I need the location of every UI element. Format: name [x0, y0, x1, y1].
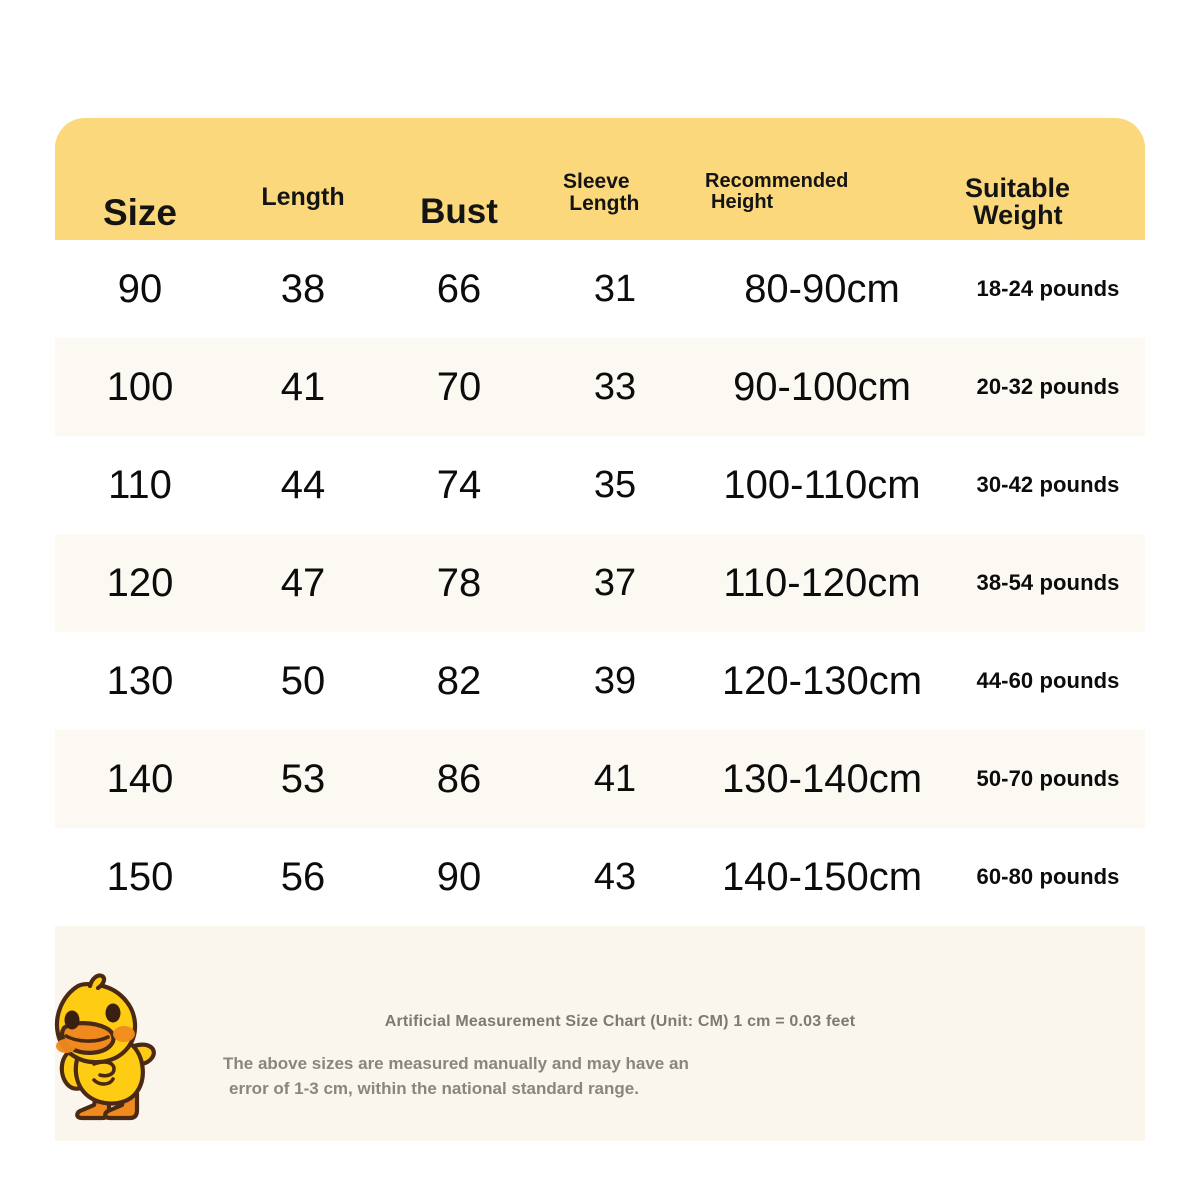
- cell-weight: 60-80 pounds: [976, 864, 1120, 889]
- column-header-sleeve-length-line1: Sleeve: [563, 170, 630, 194]
- column-header-sleeve-length-line2: Length: [569, 191, 640, 215]
- cell-height: 110-120cm: [723, 560, 921, 605]
- column-header-sleeve-length: [537, 171, 693, 234]
- footer-note: [223, 1052, 689, 1101]
- cell-sleeve: 35: [593, 463, 637, 506]
- column-header-length: [225, 182, 381, 235]
- cell-sleeve: 37: [593, 561, 637, 604]
- cell-sleeve: 31: [593, 267, 637, 310]
- table-row: [55, 730, 1145, 828]
- cell-size: 100: [106, 364, 174, 409]
- table-header-row: [55, 118, 1145, 240]
- cell-weight: 38-54 pounds: [976, 570, 1120, 595]
- cell-size: 140: [106, 756, 174, 801]
- column-header-length-label: Length: [261, 182, 345, 211]
- chart-footer: [55, 926, 1145, 1141]
- cell-sleeve: 33: [593, 365, 637, 408]
- column-header-bust-label: Bust: [420, 192, 498, 232]
- cell-length: 50: [280, 658, 326, 703]
- cell-weight: 44-60 pounds: [976, 668, 1120, 693]
- cell-length: 44: [280, 462, 326, 507]
- table-row: [55, 534, 1145, 632]
- size-chart-card: [55, 118, 1145, 1141]
- duck-cheek-left: [56, 1039, 76, 1053]
- cell-height: 140-150cm: [721, 854, 923, 899]
- column-header-suitable-weight-line2: Weight: [973, 200, 1063, 231]
- cell-bust: 70: [436, 364, 482, 409]
- cell-size: 110: [108, 462, 172, 507]
- table-body: [55, 240, 1145, 926]
- cell-sleeve: 43: [593, 855, 637, 898]
- cell-bust: 74: [436, 462, 482, 507]
- duck-eye-right: [106, 1004, 121, 1023]
- footer-note-line1: The above sizes are measured manually and may have an: [223, 1054, 689, 1073]
- footer-title: Artificial Measurement Size Chart (Unit: CM) 1 cm = 0.03 feet: [384, 1013, 856, 1030]
- column-header-bust: [381, 194, 537, 234]
- cell-sleeve: 41: [593, 757, 637, 800]
- cell-height: 120-130cm: [721, 658, 923, 703]
- cell-weight: 50-70 pounds: [976, 766, 1120, 791]
- table-row: [55, 436, 1145, 534]
- cell-size: 90: [117, 266, 163, 311]
- duck-eye-left: [65, 1011, 80, 1030]
- cell-height: 90-100cm: [733, 364, 911, 409]
- column-header-suitable-weight: [951, 172, 1145, 234]
- cell-height: 80-90cm: [744, 266, 900, 311]
- cell-length: 41: [280, 364, 326, 409]
- column-header-recommended-height: [693, 171, 951, 234]
- column-header-size: [55, 194, 225, 234]
- cell-weight: 18-24 pounds: [976, 276, 1120, 301]
- cell-size: 150: [106, 854, 174, 899]
- cell-length: 38: [280, 266, 326, 311]
- column-header-size-label: Size: [102, 192, 178, 234]
- cell-bust: 86: [436, 756, 482, 801]
- cell-sleeve: 39: [593, 659, 637, 702]
- cell-size: 130: [106, 658, 174, 703]
- column-header-recommended-height-line2: Height: [711, 190, 774, 213]
- cell-bust: 66: [436, 266, 482, 311]
- cell-bust: 78: [436, 560, 482, 605]
- duck-cheek-right: [113, 1026, 135, 1042]
- column-header-suitable-weight-line1: Suitable: [965, 172, 1071, 203]
- table-row: [55, 338, 1145, 436]
- footer-note-line2: error of 1-3 cm, within the national standard range.: [229, 1078, 639, 1098]
- duck-mascot-icon: [42, 972, 192, 1122]
- table-row: [55, 240, 1145, 338]
- table-row: [55, 828, 1145, 926]
- cell-length: 47: [280, 560, 326, 605]
- cell-bust: 90: [436, 854, 482, 899]
- cell-length: 56: [280, 854, 326, 899]
- column-header-recommended-height-line1: Recommended: [705, 170, 849, 193]
- table-row: [55, 632, 1145, 730]
- cell-weight: 30-42 pounds: [976, 472, 1120, 497]
- cell-height: 100-110cm: [723, 462, 921, 507]
- cell-bust: 82: [436, 658, 482, 703]
- cell-size: 120: [106, 560, 174, 605]
- cell-weight: 20-32 pounds: [976, 374, 1120, 399]
- cell-height: 130-140cm: [721, 756, 923, 801]
- cell-length: 53: [280, 756, 326, 801]
